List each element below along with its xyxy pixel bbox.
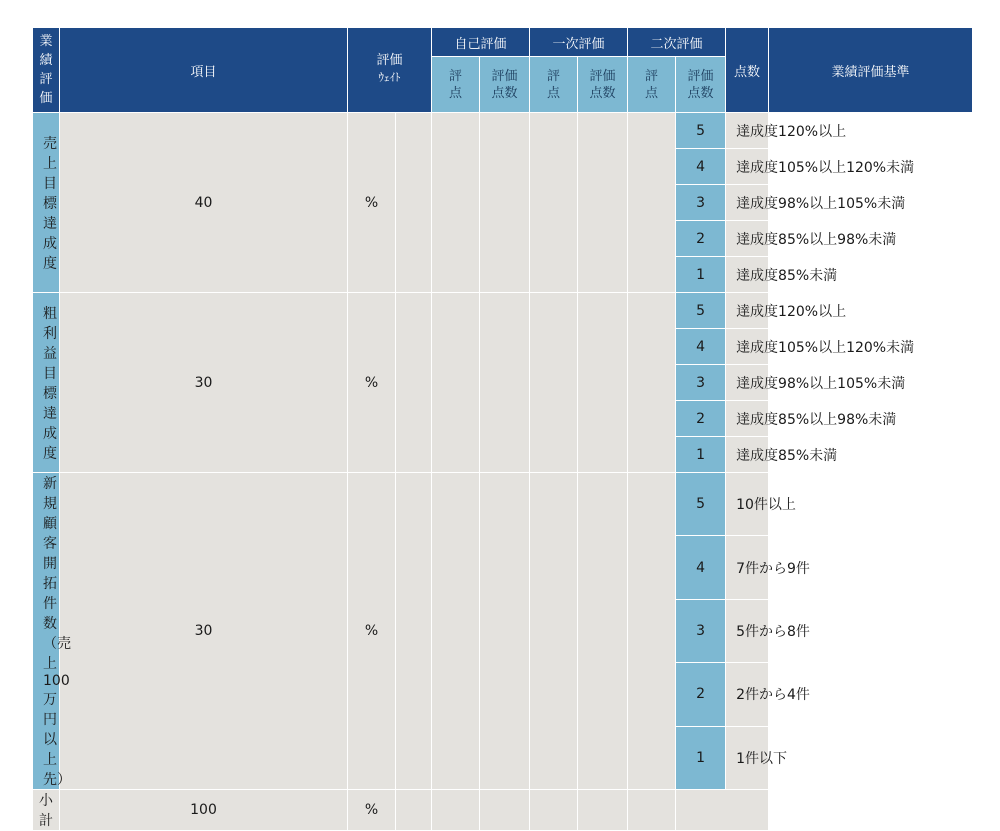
self-points-cell[interactable] xyxy=(432,293,480,473)
first-score-cell[interactable] xyxy=(480,473,530,790)
weight-unit: % xyxy=(348,113,396,293)
subtotal-self-points[interactable] xyxy=(432,790,480,831)
subtotal-second-score[interactable] xyxy=(578,790,628,831)
criteria-score: 3 xyxy=(676,365,726,401)
weight-value: 30 xyxy=(60,473,348,790)
subtotal-self-score[interactable] xyxy=(396,790,432,831)
item-name: 新規顧客開拓件数（売上100万円以上先） xyxy=(33,473,60,790)
criteria-score: 4 xyxy=(676,149,726,185)
criteria-score: 5 xyxy=(676,473,726,536)
criteria-text: 達成度120%以上 xyxy=(726,113,769,149)
second-score-cell[interactable] xyxy=(578,113,628,293)
weight-value: 30 xyxy=(60,293,348,473)
first-score-header: 評点 xyxy=(530,57,578,113)
criteria-score: 4 xyxy=(676,329,726,365)
second-points-header: 評価点数 xyxy=(676,57,726,113)
criteria-score: 1 xyxy=(676,437,726,473)
criteria-score: 4 xyxy=(676,536,726,599)
criteria-text: 達成度85%未満 xyxy=(726,437,769,473)
subtotal-label: 小計 xyxy=(33,790,60,831)
first-points-cell[interactable] xyxy=(530,113,578,293)
subtotal-first-score[interactable] xyxy=(480,790,530,831)
second-score-cell[interactable] xyxy=(578,473,628,790)
self-score-header: 評点 xyxy=(432,57,480,113)
second-score-cell[interactable] xyxy=(578,293,628,473)
self-points-cell[interactable] xyxy=(432,473,480,790)
self-score-cell[interactable] xyxy=(396,113,432,293)
second-points-cell[interactable] xyxy=(628,293,676,473)
criteria-score: 1 xyxy=(676,726,726,789)
header-row-1 xyxy=(33,28,973,57)
first-points-header: 評価点数 xyxy=(578,57,628,113)
table-row xyxy=(33,473,973,536)
subtotal-blank xyxy=(676,790,769,831)
score-header: 点数 xyxy=(726,28,769,113)
self-score-cell[interactable] xyxy=(396,293,432,473)
weight-unit: % xyxy=(348,293,396,473)
second-eval-header: 二次評価 xyxy=(628,28,726,57)
criteria-score: 2 xyxy=(676,663,726,726)
second-points-cell[interactable] xyxy=(628,473,676,790)
weight-value: 40 xyxy=(60,113,348,293)
first-score-cell[interactable] xyxy=(480,113,530,293)
criteria-text: 達成度105%以上120%未満 xyxy=(726,329,769,365)
side-label: 業績評価 xyxy=(33,28,60,113)
performance-evaluation-table xyxy=(32,27,973,831)
table-row xyxy=(33,113,973,149)
self-score-cell[interactable] xyxy=(396,473,432,790)
criteria-text: 5件から8件 xyxy=(726,599,769,662)
item-header: 項目 xyxy=(60,28,348,113)
criteria-score: 5 xyxy=(676,113,726,149)
criteria-text: 達成度85%以上98%未満 xyxy=(726,221,769,257)
subtotal-row xyxy=(33,790,973,831)
item-name: 粗利益目標達成度 xyxy=(33,293,60,473)
criteria-text: 達成度85%未満 xyxy=(726,257,769,293)
first-points-cell[interactable] xyxy=(530,473,578,790)
self-eval-header: 自己評価 xyxy=(432,28,530,57)
subtotal-unit: % xyxy=(348,790,396,831)
second-score-header: 評点 xyxy=(628,57,676,113)
subtotal-first-points[interactable] xyxy=(530,790,578,831)
first-eval-header: 一次評価 xyxy=(530,28,628,57)
criteria-text: 7件から9件 xyxy=(726,536,769,599)
second-points-cell[interactable] xyxy=(628,113,676,293)
criteria-text: 1件以下 xyxy=(726,726,769,789)
criteria-score: 3 xyxy=(676,599,726,662)
criteria-text: 10件以上 xyxy=(726,473,769,536)
criteria-text: 達成度98%以上105%未満 xyxy=(726,185,769,221)
criteria-score: 2 xyxy=(676,401,726,437)
self-points-header: 評価点数 xyxy=(480,57,530,113)
criteria-text: 達成度85%以上98%未満 xyxy=(726,401,769,437)
criteria-text: 達成度98%以上105%未満 xyxy=(726,365,769,401)
item-name: 売上目標達成度 xyxy=(33,113,60,293)
criteria-score: 2 xyxy=(676,221,726,257)
first-score-cell[interactable] xyxy=(480,293,530,473)
criteria-text: 達成度120%以上 xyxy=(726,293,769,329)
subtotal-second-points[interactable] xyxy=(628,790,676,831)
criteria-header: 業績評価基準 xyxy=(769,28,973,113)
criteria-text: 達成度105%以上120%未満 xyxy=(726,149,769,185)
subtotal-weight: 100 xyxy=(60,790,348,831)
self-points-cell[interactable] xyxy=(432,113,480,293)
criteria-score: 3 xyxy=(676,185,726,221)
table-row xyxy=(33,293,973,329)
criteria-score: 1 xyxy=(676,257,726,293)
first-points-cell[interactable] xyxy=(530,293,578,473)
criteria-score: 5 xyxy=(676,293,726,329)
criteria-text: 2件から4件 xyxy=(726,663,769,726)
weight-header: 評価 ｳｪｲﾄ xyxy=(348,28,432,113)
weight-unit: % xyxy=(348,473,396,790)
